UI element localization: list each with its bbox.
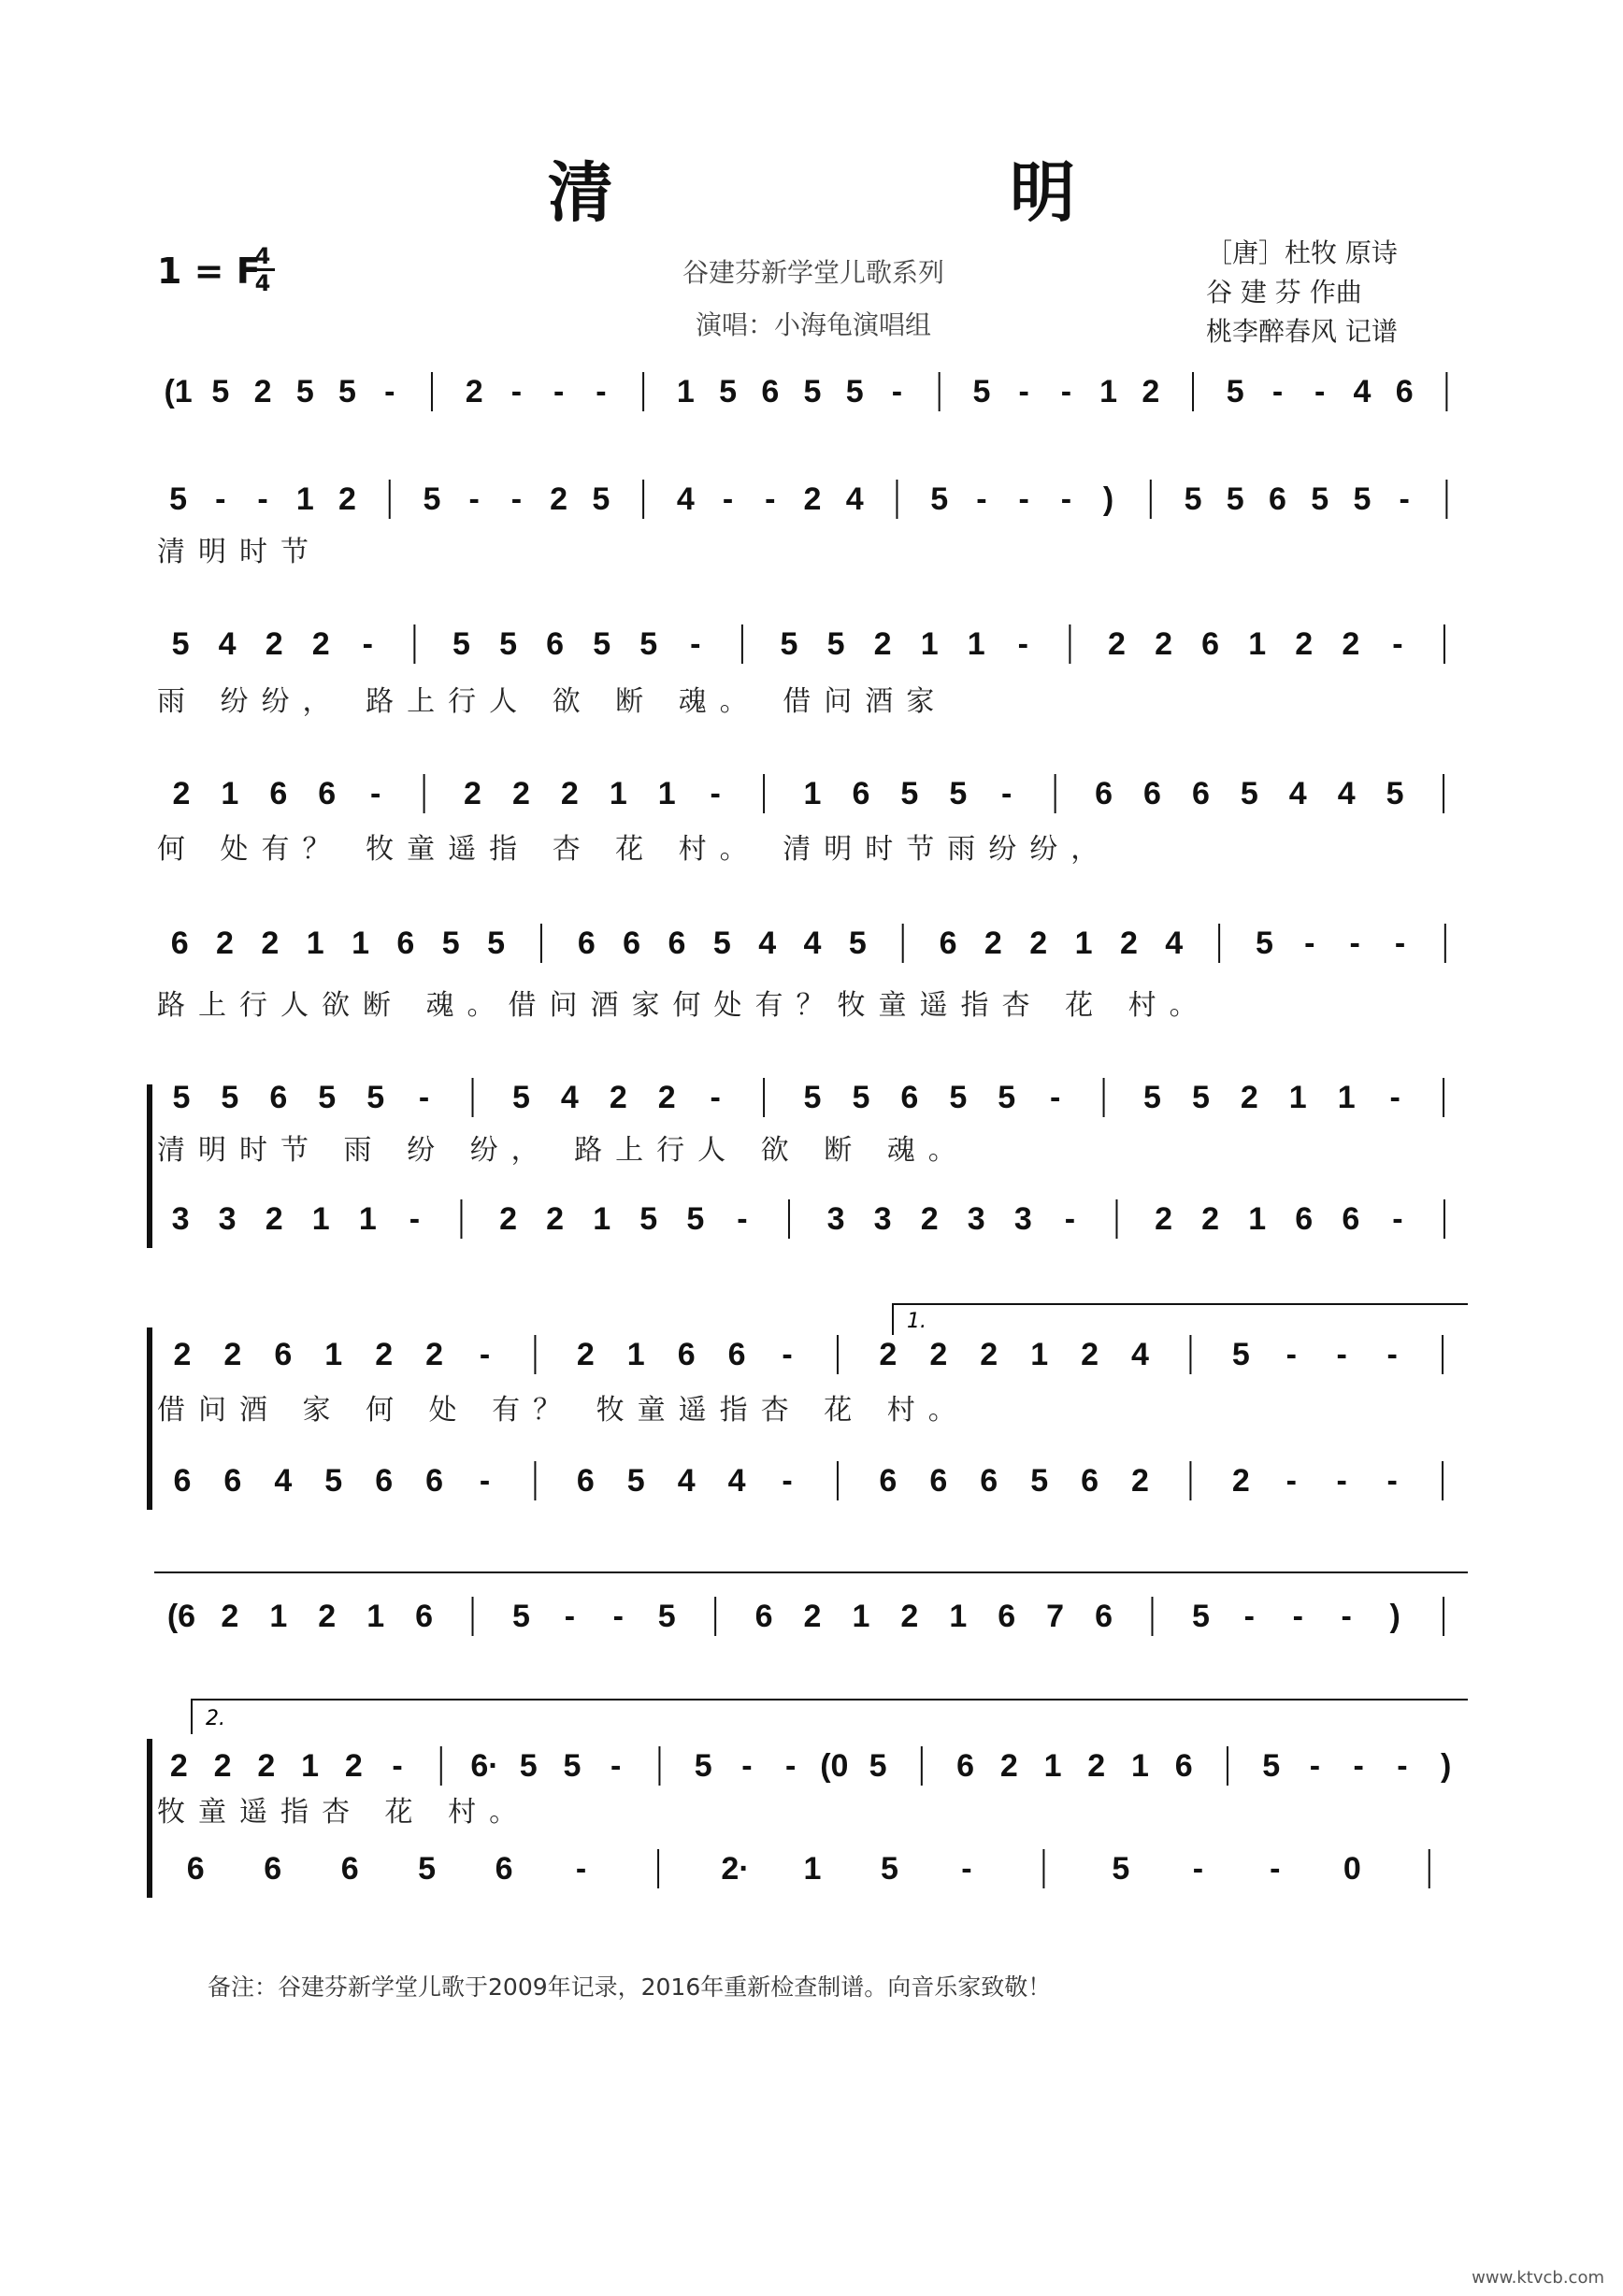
note-token: 6	[170, 926, 189, 961]
note-token: 5	[1191, 1080, 1210, 1115]
note-token: 2	[464, 776, 481, 811]
note-token: 4	[1131, 1337, 1149, 1372]
time-top: 4	[254, 243, 271, 269]
note-token: 6	[980, 1463, 998, 1499]
note-token: 6	[269, 1080, 288, 1115]
note-token: 2	[216, 926, 234, 961]
note-token: 1	[1043, 1748, 1062, 1784]
note-token: 5	[949, 1080, 968, 1115]
note-token: 2	[265, 1201, 283, 1237]
note-token: )	[1440, 1748, 1452, 1784]
lyric-line: 牧童遥指杏 花 村。	[157, 1796, 531, 1829]
note-token: -	[1060, 374, 1072, 409]
note-token: 6	[415, 1599, 434, 1634]
note-token: -	[1192, 1851, 1204, 1887]
note-token: 2	[344, 1748, 363, 1784]
note-token: 5	[1184, 481, 1202, 517]
note-token: 4	[1165, 926, 1184, 961]
note-token: 5	[592, 481, 610, 517]
note-token: 5	[1386, 776, 1404, 811]
note-token: -	[1336, 1463, 1347, 1499]
note-token: 1	[301, 1748, 320, 1784]
note-token: 2	[1201, 1201, 1220, 1237]
note-token: 5	[852, 1080, 870, 1115]
note-token: 2	[499, 1201, 517, 1237]
note-token: 5	[803, 1080, 822, 1115]
note-token: 1	[269, 1599, 288, 1634]
note-token: -	[384, 374, 395, 409]
note-token: 5	[998, 1080, 1016, 1115]
note-token: 6	[1095, 776, 1113, 811]
note-token: 1	[803, 776, 822, 811]
note-token: 5	[686, 1201, 705, 1237]
note-token: 2	[576, 1337, 595, 1372]
note-token: 6	[677, 1337, 696, 1372]
note-token: 2	[1119, 926, 1138, 961]
note-token: 2	[1081, 1337, 1099, 1372]
note-token: 4	[758, 926, 777, 961]
note-token: 4	[1288, 776, 1307, 811]
note-token: -	[1341, 1599, 1352, 1634]
note-token: 5	[511, 1599, 530, 1634]
note-token: (6	[166, 1599, 196, 1634]
note-token: 2	[1087, 1748, 1106, 1784]
key-signature: 1 = F	[157, 251, 261, 292]
note-token: 5	[826, 626, 845, 662]
note-token: 5	[487, 926, 506, 961]
note-token: -	[1064, 1201, 1076, 1237]
note-token: 5	[511, 1080, 530, 1115]
note-token: 3	[967, 1201, 985, 1237]
note-token: 4	[676, 481, 695, 517]
note-token: 5	[639, 1201, 658, 1237]
note-token: -	[612, 1599, 624, 1634]
note-token: -	[741, 1748, 753, 1784]
note-token: 1	[1288, 1080, 1307, 1115]
lyric-line: 清明时节 雨 纷 纷， 路上行人 欲 断 魂。	[157, 1134, 969, 1167]
note-token: 6	[223, 1463, 242, 1499]
note-token: 2	[1231, 1463, 1250, 1499]
lyric-line: 借问酒 家 何 处 有？ 牧童遥指杏 花 村。	[157, 1394, 969, 1427]
note-token: 6	[879, 1463, 898, 1499]
note-token: 2	[560, 776, 579, 811]
note-token: 1	[1099, 374, 1118, 409]
note-token: 6	[425, 1463, 444, 1499]
note-token: -	[737, 1201, 748, 1237]
note-token: 5	[295, 374, 314, 409]
note-token: 1	[1030, 1337, 1049, 1372]
note-token: 2	[1295, 626, 1314, 662]
note-token: 1	[593, 1201, 611, 1237]
note-token: 5	[452, 626, 470, 662]
note-token: 2	[1155, 1201, 1172, 1237]
note-token: 2	[1108, 626, 1126, 662]
note-token: 5	[639, 626, 658, 662]
note-token: 4	[677, 1463, 696, 1499]
volta-2	[192, 1700, 1468, 1734]
note-token: 5	[869, 1748, 887, 1784]
note-token: 1	[920, 626, 939, 662]
note-token: 2	[609, 1080, 627, 1115]
note-token: 6	[939, 926, 957, 961]
note-token: 2	[213, 1748, 232, 1784]
note-token: -	[257, 481, 268, 517]
lyric-line: 何 处有？ 牧童遥指 杏 花 村。 清明时节雨纷纷，	[157, 833, 1113, 866]
note-token: -	[1060, 481, 1072, 517]
note-token: 5	[694, 1748, 712, 1784]
note-token: 2	[223, 1337, 242, 1372]
time-bottom: 4	[254, 270, 271, 296]
note-token: 4	[845, 481, 864, 517]
note-token: -	[553, 374, 565, 409]
note-token: 5	[1112, 1851, 1130, 1887]
note-token: 5	[593, 626, 611, 662]
note-token: 5	[519, 1748, 538, 1784]
note-token: 2	[879, 1337, 898, 1372]
note-token: 3	[218, 1201, 237, 1237]
note-token: 2	[999, 1748, 1018, 1784]
note-token: (1	[164, 374, 193, 409]
note-token: -	[765, 481, 776, 517]
note-token: 2	[465, 374, 483, 409]
note-token: 2	[1131, 1463, 1149, 1499]
note-token: -	[510, 481, 523, 517]
note-token: -	[1018, 481, 1029, 517]
lyric-line: 雨 纷纷， 路上行人 欲 断 魂。 借问酒家	[157, 685, 948, 718]
note-token: -	[610, 1748, 622, 1784]
note-token: 2	[172, 776, 191, 811]
note-token: 1	[1074, 926, 1093, 961]
note-token: 5	[881, 1851, 898, 1887]
note-token: )	[1389, 1599, 1400, 1634]
note-token: 6	[900, 1080, 919, 1115]
note-token: 5	[1240, 776, 1258, 811]
note-token: 6	[396, 926, 415, 961]
note-token: 2	[1240, 1080, 1258, 1115]
note-token: 2	[873, 626, 892, 662]
note-token: 2	[980, 1337, 998, 1372]
note-token: 2	[920, 1201, 939, 1237]
note-token: 2	[265, 626, 283, 662]
note-token: 6	[318, 776, 337, 811]
note-token: 4	[1337, 776, 1356, 811]
note-token: 5	[803, 374, 822, 409]
note-token: -	[564, 1599, 576, 1634]
note-token: 6	[1191, 776, 1210, 811]
note-token: 2	[311, 626, 330, 662]
note-token: 6	[623, 926, 641, 961]
note-token: 6	[269, 776, 288, 811]
note-token: 6	[577, 926, 596, 961]
note-token: 6	[1269, 481, 1286, 517]
note-token: 2	[1342, 626, 1360, 662]
note-token: 6	[186, 1851, 205, 1887]
note-token: 6	[274, 1337, 293, 1372]
note-token: 3	[873, 1201, 892, 1237]
note-token: 5	[338, 374, 356, 409]
volta-1-label: 1.	[907, 1310, 926, 1333]
note-token: 5	[930, 481, 949, 517]
note-token: -	[1314, 374, 1326, 409]
note-token: 5	[1030, 1463, 1049, 1499]
note-token: 2	[169, 1748, 188, 1784]
note-token: -	[1285, 1337, 1297, 1372]
note-token: 6	[852, 776, 870, 811]
note-token: 2	[511, 776, 530, 811]
note-token: 4	[560, 1080, 579, 1115]
note-token: 2	[1155, 626, 1172, 662]
note-token: (0	[820, 1748, 849, 1784]
note-token: 5	[172, 1080, 191, 1115]
note-token: -	[392, 1748, 403, 1784]
note-token: 1	[852, 1599, 870, 1634]
note-token: -	[1017, 626, 1028, 662]
note-token: 1	[1337, 1080, 1356, 1115]
note-token: 6	[1395, 374, 1414, 409]
note-token: 6	[1342, 1201, 1360, 1237]
note-token: -	[1309, 1748, 1321, 1784]
note-token: -	[1353, 1748, 1364, 1784]
note-token: -	[418, 1080, 430, 1115]
note-token: -	[1243, 1599, 1255, 1634]
note-token: 1	[295, 481, 314, 517]
note-token: -	[710, 776, 721, 811]
note-token: -	[1392, 626, 1403, 662]
note-token: 1	[626, 1337, 645, 1372]
note-token: 2	[261, 926, 280, 961]
note-token: -	[362, 626, 373, 662]
note-token: 2	[657, 1080, 676, 1115]
note-token: 5	[318, 1080, 337, 1115]
note-token: 6	[1143, 776, 1161, 811]
note-token: 5	[1262, 1748, 1281, 1784]
note-token: 2	[257, 1748, 276, 1784]
note-token: 1	[306, 926, 324, 961]
note-token: 2	[550, 481, 568, 517]
volta-2-label: 2.	[206, 1707, 225, 1730]
note-token: 2	[803, 1599, 822, 1634]
note-token: 2	[375, 1337, 394, 1372]
note-token: -	[1304, 926, 1315, 961]
note-token: 5	[1353, 481, 1372, 517]
note-token: -	[1386, 1337, 1398, 1372]
note-token: 6	[1201, 626, 1220, 662]
note-token: 1	[221, 776, 239, 811]
note-token: 5	[900, 776, 919, 811]
watermark: www.ktvcb.com	[1472, 2268, 1604, 2288]
note-token: -	[1270, 1851, 1281, 1887]
note-token: 5	[1191, 1599, 1210, 1634]
note-token: 6·	[470, 1748, 499, 1784]
note-token: 2	[929, 1337, 948, 1372]
note-token: -	[1271, 374, 1284, 409]
note-token: 2	[900, 1599, 919, 1634]
note-token: 1	[803, 1851, 822, 1887]
note-token: 2	[338, 481, 356, 517]
note-token: 6	[727, 1337, 746, 1372]
note-token: 6	[546, 626, 565, 662]
note-token: 1	[967, 626, 985, 662]
note-token: -	[1389, 1080, 1400, 1115]
note-token: -	[784, 1748, 797, 1784]
note-token: -	[1001, 776, 1013, 811]
note-token: )	[1102, 481, 1114, 517]
note-token: -	[961, 1851, 972, 1887]
note-token: 1	[1248, 1201, 1267, 1237]
note-token: 1	[949, 1599, 968, 1634]
note-token: 2	[1029, 926, 1048, 961]
note-token: 5	[712, 926, 731, 961]
note-token: 6	[754, 1599, 773, 1634]
note-token: 1	[1248, 626, 1267, 662]
note-token: -	[370, 776, 381, 811]
note-token: 2	[984, 926, 1002, 961]
note-token: 5	[1255, 926, 1273, 961]
note-token: -	[722, 481, 734, 517]
note-token: 5	[1226, 374, 1244, 409]
note-token: 5	[563, 1748, 582, 1784]
note-token: 3	[1013, 1201, 1032, 1237]
note-token: 6	[375, 1463, 394, 1499]
note-token: 5	[499, 626, 517, 662]
note-token: -	[215, 481, 226, 517]
note-token: 5	[169, 481, 188, 517]
note-token: -	[1292, 1599, 1303, 1634]
note-token: -	[479, 1463, 491, 1499]
note-token: 2·	[721, 1851, 750, 1887]
note-token: 5	[848, 926, 867, 961]
note-token: 5	[171, 626, 190, 662]
note-token: -	[575, 1851, 587, 1887]
note-token: -	[976, 481, 987, 517]
note-token: 4	[274, 1463, 293, 1499]
note-token: -	[479, 1337, 491, 1372]
note-token: 5	[366, 1080, 385, 1115]
note-token: 2	[425, 1337, 444, 1372]
note-token: -	[510, 374, 523, 409]
note-token: 1	[676, 374, 695, 409]
note-token: 5	[324, 1463, 343, 1499]
note-token: -	[1399, 481, 1410, 517]
note-token: 7	[1046, 1599, 1065, 1634]
note-token: 4	[803, 926, 822, 961]
note-token: 1	[657, 776, 676, 811]
note-token: -	[409, 1201, 421, 1237]
footnote: 备注：谷建芬新学堂儿歌于2009年记录，2016年重新检查制谱。向音乐家致敬！	[208, 1973, 1052, 2001]
note-token: 6	[956, 1748, 975, 1784]
lyric-line: 清明时节	[157, 536, 322, 568]
note-token: 2	[173, 1337, 192, 1372]
note-token: 6	[1095, 1599, 1113, 1634]
note-token: 6	[264, 1851, 282, 1887]
note-token: -	[1336, 1337, 1347, 1372]
note-token: 1	[366, 1599, 385, 1634]
note-token: 0	[1343, 1851, 1361, 1887]
note-token: 5	[657, 1599, 676, 1634]
note-token: -	[1018, 374, 1029, 409]
note-token: -	[891, 374, 903, 409]
note-token: 2	[803, 481, 822, 517]
note-token: 4	[1353, 374, 1372, 409]
lyric-line: 路上行人欲断 魂。借问酒家何处有？牧童遥指杏 花 村。	[157, 989, 1211, 1022]
note-token: -	[1349, 926, 1360, 961]
note-token: 6	[998, 1599, 1016, 1634]
note-token: 5	[418, 1851, 437, 1887]
note-token: 5	[441, 926, 460, 961]
note-token: 5	[1226, 481, 1244, 517]
credits: ［唐］杜牧 原诗 谷 建 芬 作曲 桃李醉春风 记谱	[1206, 237, 1398, 347]
singer-label: 演唱：小海龟演唱组	[695, 309, 931, 340]
note-token: 1	[1131, 1748, 1149, 1784]
note-token: 5	[845, 374, 864, 409]
volta-1	[893, 1304, 1468, 1335]
note-token: 3	[171, 1201, 190, 1237]
note-token: -	[1394, 926, 1406, 961]
note-token: 1	[358, 1201, 377, 1237]
note-token: 6	[668, 926, 686, 961]
series-label: 谷建芬新学堂儿歌系列	[682, 257, 944, 288]
note-token: 6	[1081, 1463, 1099, 1499]
note-token: -	[1386, 1463, 1398, 1499]
note-token: 1	[324, 1337, 343, 1372]
note-token: 6	[761, 374, 780, 409]
page-title: 清 明	[547, 153, 1263, 231]
note-token: 5	[780, 626, 798, 662]
note-token: 1	[352, 926, 370, 961]
note-token: -	[468, 481, 480, 517]
note-token: 5	[972, 374, 991, 409]
note-token: 5	[1311, 481, 1329, 517]
note-token: 1	[609, 776, 627, 811]
note-token: 5	[1143, 1080, 1161, 1115]
note-token: -	[1049, 1080, 1061, 1115]
note-token: 4	[218, 626, 237, 662]
note-token: 4	[727, 1463, 746, 1499]
note-token: 5	[211, 374, 230, 409]
note-token: -	[782, 1337, 793, 1372]
note-token: 6	[173, 1463, 192, 1499]
note-token: -	[1392, 1201, 1403, 1237]
note-token: 5	[949, 776, 968, 811]
note-token: 5	[626, 1463, 645, 1499]
note-token: -	[690, 626, 701, 662]
note-token: 2	[1142, 374, 1160, 409]
note-token: 1	[311, 1201, 330, 1237]
note-token: 6	[1174, 1748, 1193, 1784]
note-token: 2	[318, 1599, 337, 1634]
note-token: 5	[719, 374, 738, 409]
note-token: 5	[423, 481, 441, 517]
note-token: 3	[826, 1201, 845, 1237]
note-token: 2	[253, 374, 272, 409]
note-token: 5	[1231, 1337, 1250, 1372]
note-token: 2	[546, 1201, 565, 1237]
note-token: 6	[576, 1463, 595, 1499]
note-token: 2	[221, 1599, 239, 1634]
note-token: 6	[340, 1851, 359, 1887]
note-token: -	[1397, 1748, 1408, 1784]
note-token: 6	[1295, 1201, 1314, 1237]
note-token: 6	[495, 1851, 513, 1887]
note-token: -	[710, 1080, 721, 1115]
note-token: -	[1285, 1463, 1297, 1499]
note-token: 6	[929, 1463, 948, 1499]
note-token: -	[596, 374, 607, 409]
note-token: 5	[221, 1080, 239, 1115]
note-token: -	[782, 1463, 793, 1499]
